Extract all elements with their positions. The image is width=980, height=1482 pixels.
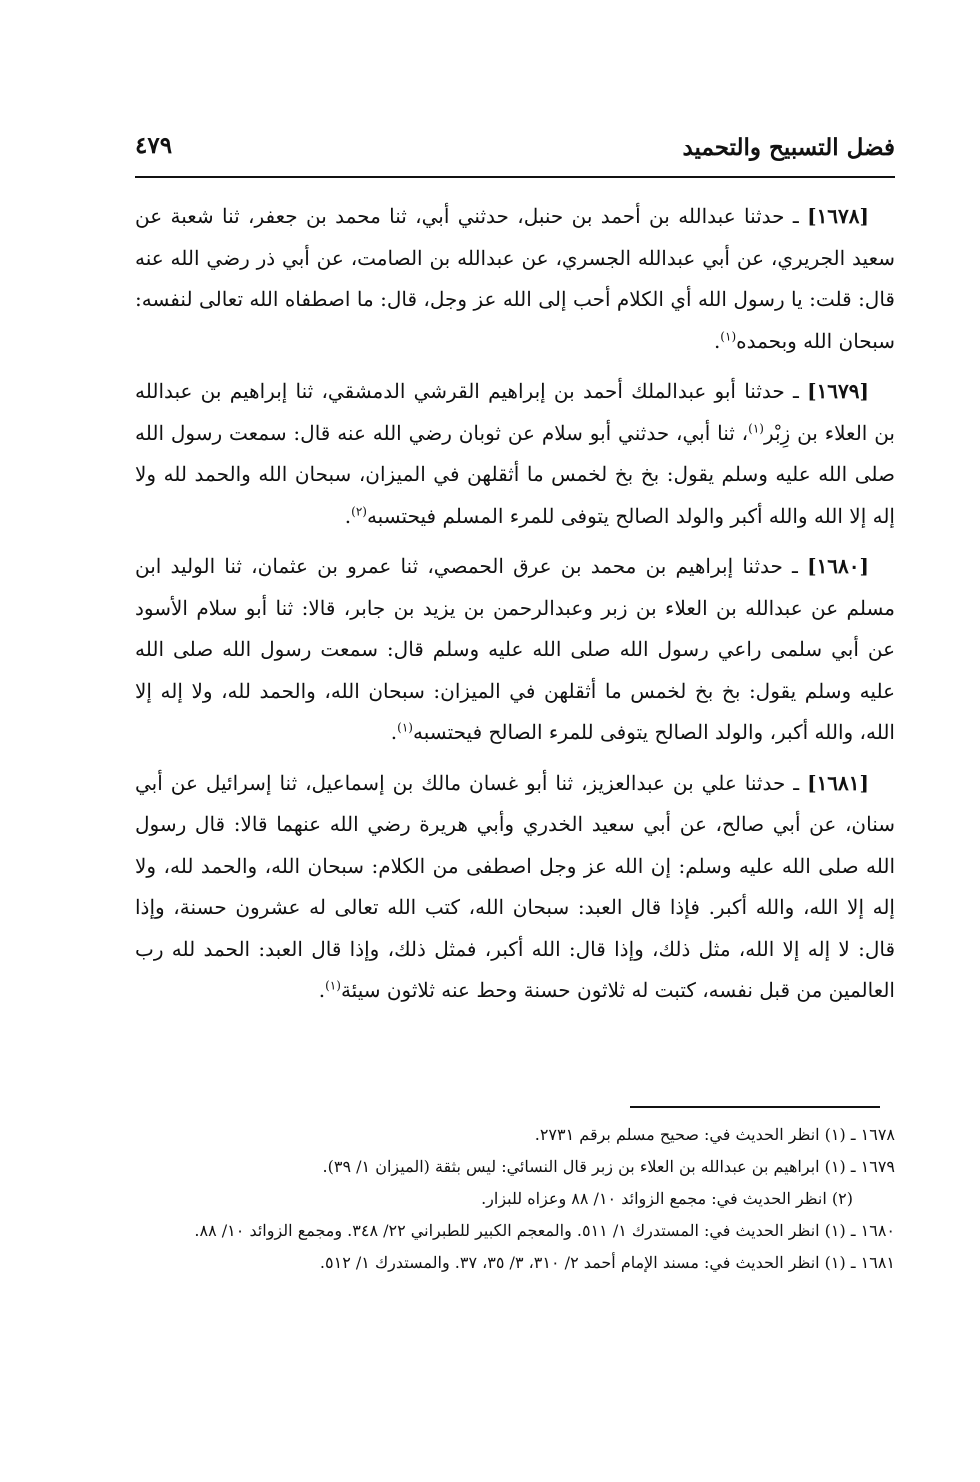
hadith-text-continued: ، ثنا أبي، حدثني أبو سلام عن ثوبان رضي الله عنه قال: سمعت رسول الله صلى الله عليه وسلم يقول: بخ بخ لخمس ما أثقلهن في الميزان، سبحان الله والحمد لله ولا إله إلا الله والله أكبر والولد الصالح يتوفى للمرء المسلم فيحتسبه — [135, 420, 895, 528]
footnote-divider — [630, 1106, 880, 1108]
hadith-ending: . — [713, 328, 721, 353]
hadith-1679 — [135, 371, 895, 537]
main-text — [135, 196, 895, 1021]
hadith-text: ـ حدثنا عبدالله بن أحمد بن حنبل، حدثني أبي، ثنا محمد بن جعفر، ثنا شعبة عن سعيد الجريري، عن أبي عبدالله الجسري، عن عبدالله بن الصامت، عن أبي ذر رضي الله عنه قال: قلت: يا رسول الله أي الكلام أحب إلى الله عز وجل، قال: ما اصطفاه الله تعالى لنفسه: سبحان الله وبحمده — [135, 204, 895, 353]
hadith-text: ـ حدثنا أبو عبدالملك أحمد بن إبراهيم القرشي الدمشقي، ثنا إبراهيم بن عبدالله بن العلاء بن زِبْر — [135, 379, 895, 445]
hadith-text: ـ حدثنا علي بن عبدالعزيز، ثنا أبو غسان مالك بن إسماعيل، ثنا إسرائيل عن أبي سنان، عن أبي صالح، عن أبي سعيد الخدري وأبي هريرة رضي الله عنهما قالا: قال رسول الله صلى الله عليه وسلم: إن الله عز وجل اصطفى من الكلام: سبحان الله، والحمد لله، ولا إله إلا الله، والله أكبر. فإذا قال العبد: سبحان الله، كتب الله تعالى له عشرون حسنة، وإذا قال: لا إله إلا الله، مثل ذلك، وإذا قال: الله أكبر، فمثل ذلك، وإذا قال العبد: الحمد لله رب العالمين من قبل نفسه، كتبت له ثلاثون حسنة وحط عنه ثلاثون سيئة — [135, 770, 895, 1002]
footnote-ref: (١) — [325, 978, 341, 993]
hadith-number: [١٦٨١] — [807, 770, 869, 795]
hadith-ending: . — [318, 978, 326, 1002]
hadith-1680 — [135, 546, 895, 754]
footnote-1681-1: ١٦٨١ ـ (١) انظر الحديث في: مسند الإمام أحمد ٢/ ٣١٠، ٣/ ٣٥، ٣٧. والمستدرك ١/ ٥١٢. — [319, 1253, 895, 1272]
hadith-number: [١٦٨٠] — [807, 554, 869, 578]
hadith-1678 — [135, 196, 895, 362]
hadith-1681 — [135, 763, 895, 1012]
footnote-1679-2: (٢) انظر الحديث في: مجمع الزوائد ١٠/ ٨٨ وعزاه للبزار. — [481, 1189, 853, 1208]
footnote-1678-1: ١٦٧٨ ـ (١) انظر الحديث في: صحيح مسلم برقم ٢٧٣١. — [534, 1125, 895, 1144]
footnote-ref: (١) — [397, 720, 413, 735]
hadith-number: [١٦٧٩] — [807, 379, 869, 403]
footnote-1679-1: ١٦٧٩ ـ (١) ابراهيم بن عبدالله بن العلاء بن زبر قال النسائي: ليس بثقة (الميزان ١/ ٣٩). — [322, 1157, 895, 1176]
footnote-ref: (١) — [720, 328, 737, 343]
footnote-ref: (٢) — [351, 503, 367, 518]
hadith-ending: . — [344, 503, 352, 528]
running-title: فضل التسبيح والتحميد — [682, 134, 895, 161]
footnotes — [135, 1120, 895, 1280]
hadith-text: ـ حدثنا إبراهيم بن محمد بن عرق الحمصي، ثنا عمرو بن عثمان، ثنا الوليد ابن مسلم عن عبدالله بن العلاء بن زبر وعبدالرحمن بن يزيد بن جابر، قالا: ثنا أبو سلام الأسود عن أبي سلمى راعي رسول الله صلى الله عليه وسلم قال: سمعت رسول الله صلى الله عليه وسلم يقول: بخ بخ لخمس ما أثقلهن في الميزان: سبحان الله، والحمد لله، ولا إله إلا الله، والله أكبر، والولد الصالح يتوفى للمرء الصالح فيحتسبه — [135, 554, 895, 744]
hadith-number: [١٦٧٨] — [807, 204, 869, 228]
hadith-ending: . — [390, 720, 398, 744]
footnote-ref: (١) — [748, 420, 764, 435]
page-number: ٤٧٩ — [135, 132, 173, 159]
page-header — [135, 126, 895, 178]
footnote-1680-1: ١٦٨٠ ـ (١) انظر الحديث في: المستدرك ١/ ٥١١. والمعجم الكبير للطبراني ٢٢/ ٣٤٨. ومجمع الزوائد ١٠/ ٨٨. — [194, 1221, 895, 1240]
